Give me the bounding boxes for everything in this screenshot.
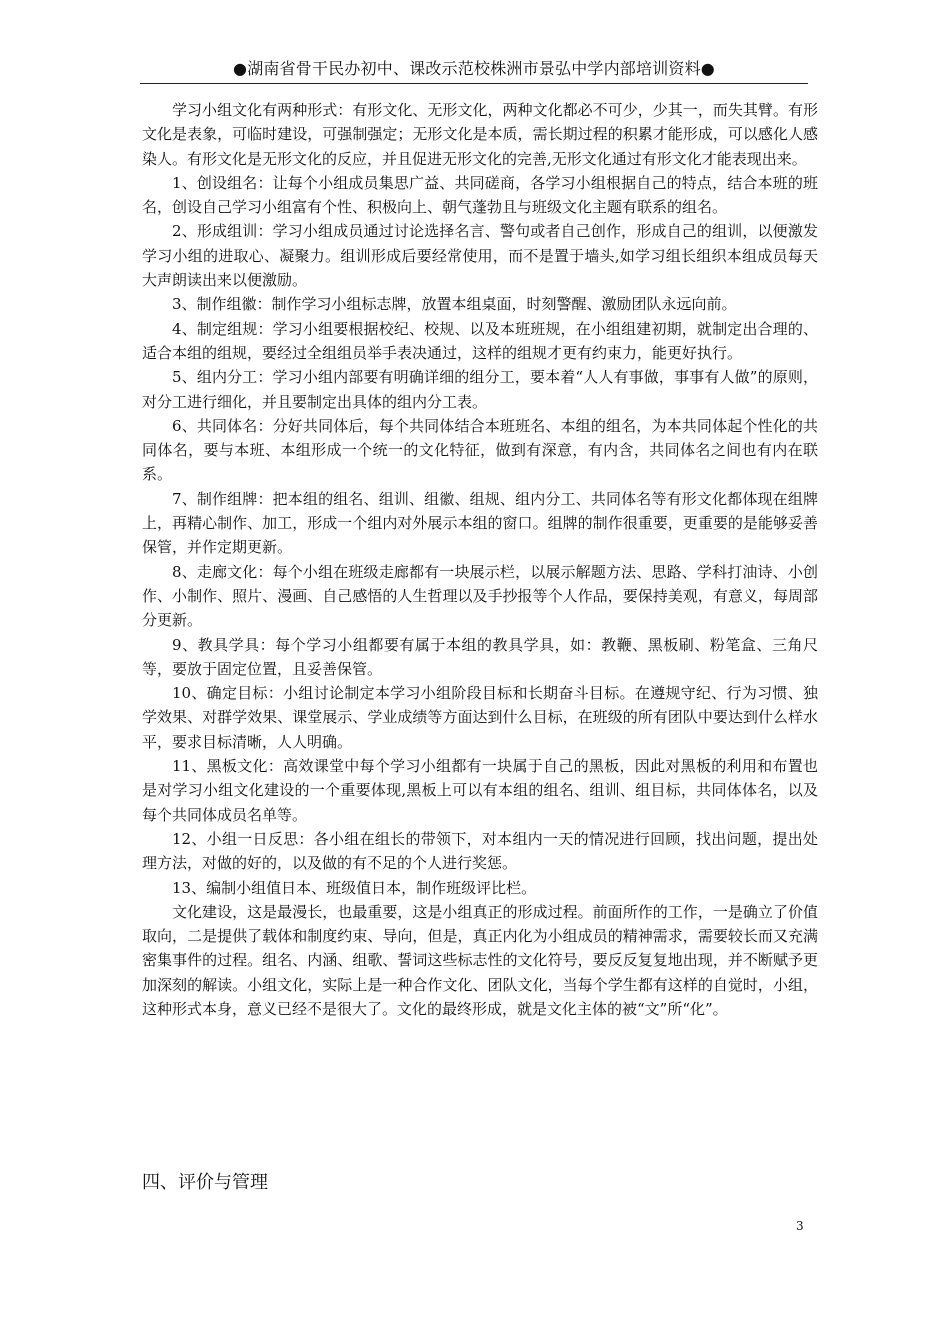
- paragraph-item-5: 5、组内分工：学习小组内部要有明确详细的组分工，要本着“人人有事做，事事有人做”的原则，对分工进行细化，并且要制定出具体的组内分工表。: [142, 368, 818, 411]
- paragraph-item-1: 1、创设组名：让每个小组成员集思广益、共同磋商，各学习小组根据自己的特点，结合本班的班名，创设自己学习小组富有个性、积极向上、朝气蓬勃且与班级文化主题有联系的组名。: [142, 173, 818, 217]
- paragraph-item-4: 4、制定组规：学习小组要根据校纪、校规、以及本班班规，在小组组建初期，就制定出合理的、适合本组的组规，要经过全组组员举手表决通过，这样的组规才更有约束力，能更好执行。: [142, 319, 818, 362]
- paragraph-item-9: 9、教具学具：每个学习小组都要有属于本组的教具学具，如：教鞭、黑板刷、粉笔盒、三角尺等，要放于固定位置，且妥善保管。: [142, 635, 818, 678]
- paragraph-item-7: 7、制作组牌：把本组的组名、组训、组徽、组规、组内分工、共同体名等有形文化都体现在组牌上，再精心制作、加工，形成一个组内对外展示本组的窗口。组牌的制作很重要，更重要的是能够妥善保管，并作定期更新。: [142, 489, 818, 557]
- paragraph-intro: 学习小组文化有两种形式：有形文化、无形文化，两种文化都必不可少，少其一，而失其臂。有形文化是表象，可临时建设，可强制强定；无形文化是本质，需长期过程的积累才能形成，可以感化人感染人。有形文化是无形文化的反应，并且促进无形文化的完善,无形文化通过有形文化才能表现出来。: [142, 101, 818, 168]
- header-divider: [140, 83, 808, 84]
- paragraph-conclusion: 文化建设，这是最漫长，也最重要，这是小组真正的形成过程。前面所作的工作，一是确立了价值取向，二是提供了载体和制度约束、导向，但是，真正内化为小组成员的精神需求，需要较长而又充满密集事件的过程。组名、内涵、组歌、誓词这些标志性的文化符号，要反反复复地出现，并不断赋予更加深刻的解读。小组文化，实际上是一种合作文化、团队文化，当每个学生都有这样的自觉时，小组，这种形式本身，意义已经不是很大了。文化的最终形成，就是文化主体的被“文”所“化”。: [142, 902, 818, 1018]
- paragraph-item-6: 6、共同体名：分好共同体后，每个共同体结合本班班名、本组的组名，为本共同体起个性化的共同体名，要与本班、本组形成一个统一的文化特征，做到有深意，有内含，共同体名之间也有内在联系。: [142, 416, 818, 484]
- section-heading: 四、评价与管理: [142, 1172, 268, 1193]
- page-number: 3: [796, 1219, 804, 1233]
- paragraph-item-8: 8、走廊文化：每个小组在班级走廊都有一块展示栏，以展示解题方法、思路、学科打油诗、小创作、小制作、照片、漫画、自己感悟的人生哲理以及手抄报等个人作品，要保持美观，有意义，每周部分更新。: [142, 562, 818, 630]
- paragraph-item-11: 11、黑板文化：高效课堂中每个学习小组都有一块属于自己的黑板，因此对黑板的利用和布置也是对学习小组文化建设的一个重要体现,黑板上可以有本组的组名、组训、组目标，共同体体名，以及每个共同体成员名单等。: [142, 757, 818, 824]
- paragraph-item-3: 3、制作组徽：制作学习小组标志牌，放置本组桌面，时刻警醒、激励团队永远向前。: [172, 295, 737, 314]
- paragraph-item-13: 13、编制小组值日本、班级值日本，制作班级评比栏。: [172, 878, 537, 897]
- paragraph-item-12: 12、小组一日反思：各小组在组长的带领下，对本组内一天的情况进行回顾，找出问题，提出处理方法，对做的好的，以及做的有不足的个人进行奖惩。: [142, 829, 818, 873]
- paragraph-item-2: 2、形成组训：学习小组成员通过讨论选择名言、警句或者自己创作，形成自己的组训，以便激发学习小组的进取心、凝聚力。组训形成后要经常使用，而不是置于墙头,如学习组长组织本组成员每天大声朗读出来以便激励。: [142, 222, 818, 290]
- document-body: [142, 98, 818, 1021]
- paragraph-item-10: 10、确定目标：小组讨论制定本学习小组阶段目标和长期奋斗目标。在遵规守纪、行为习惯、独学效果、对群学效果、课堂展示、学业成绩等方面达到什么目标，在班级的所有团队中要达到什么样水平，要求目标清晰，人人明确。: [142, 684, 818, 751]
- page-header-title: ●湖南省骨干民办初中、课改示范校株洲市景弘中学内部培训资料●: [233, 59, 715, 78]
